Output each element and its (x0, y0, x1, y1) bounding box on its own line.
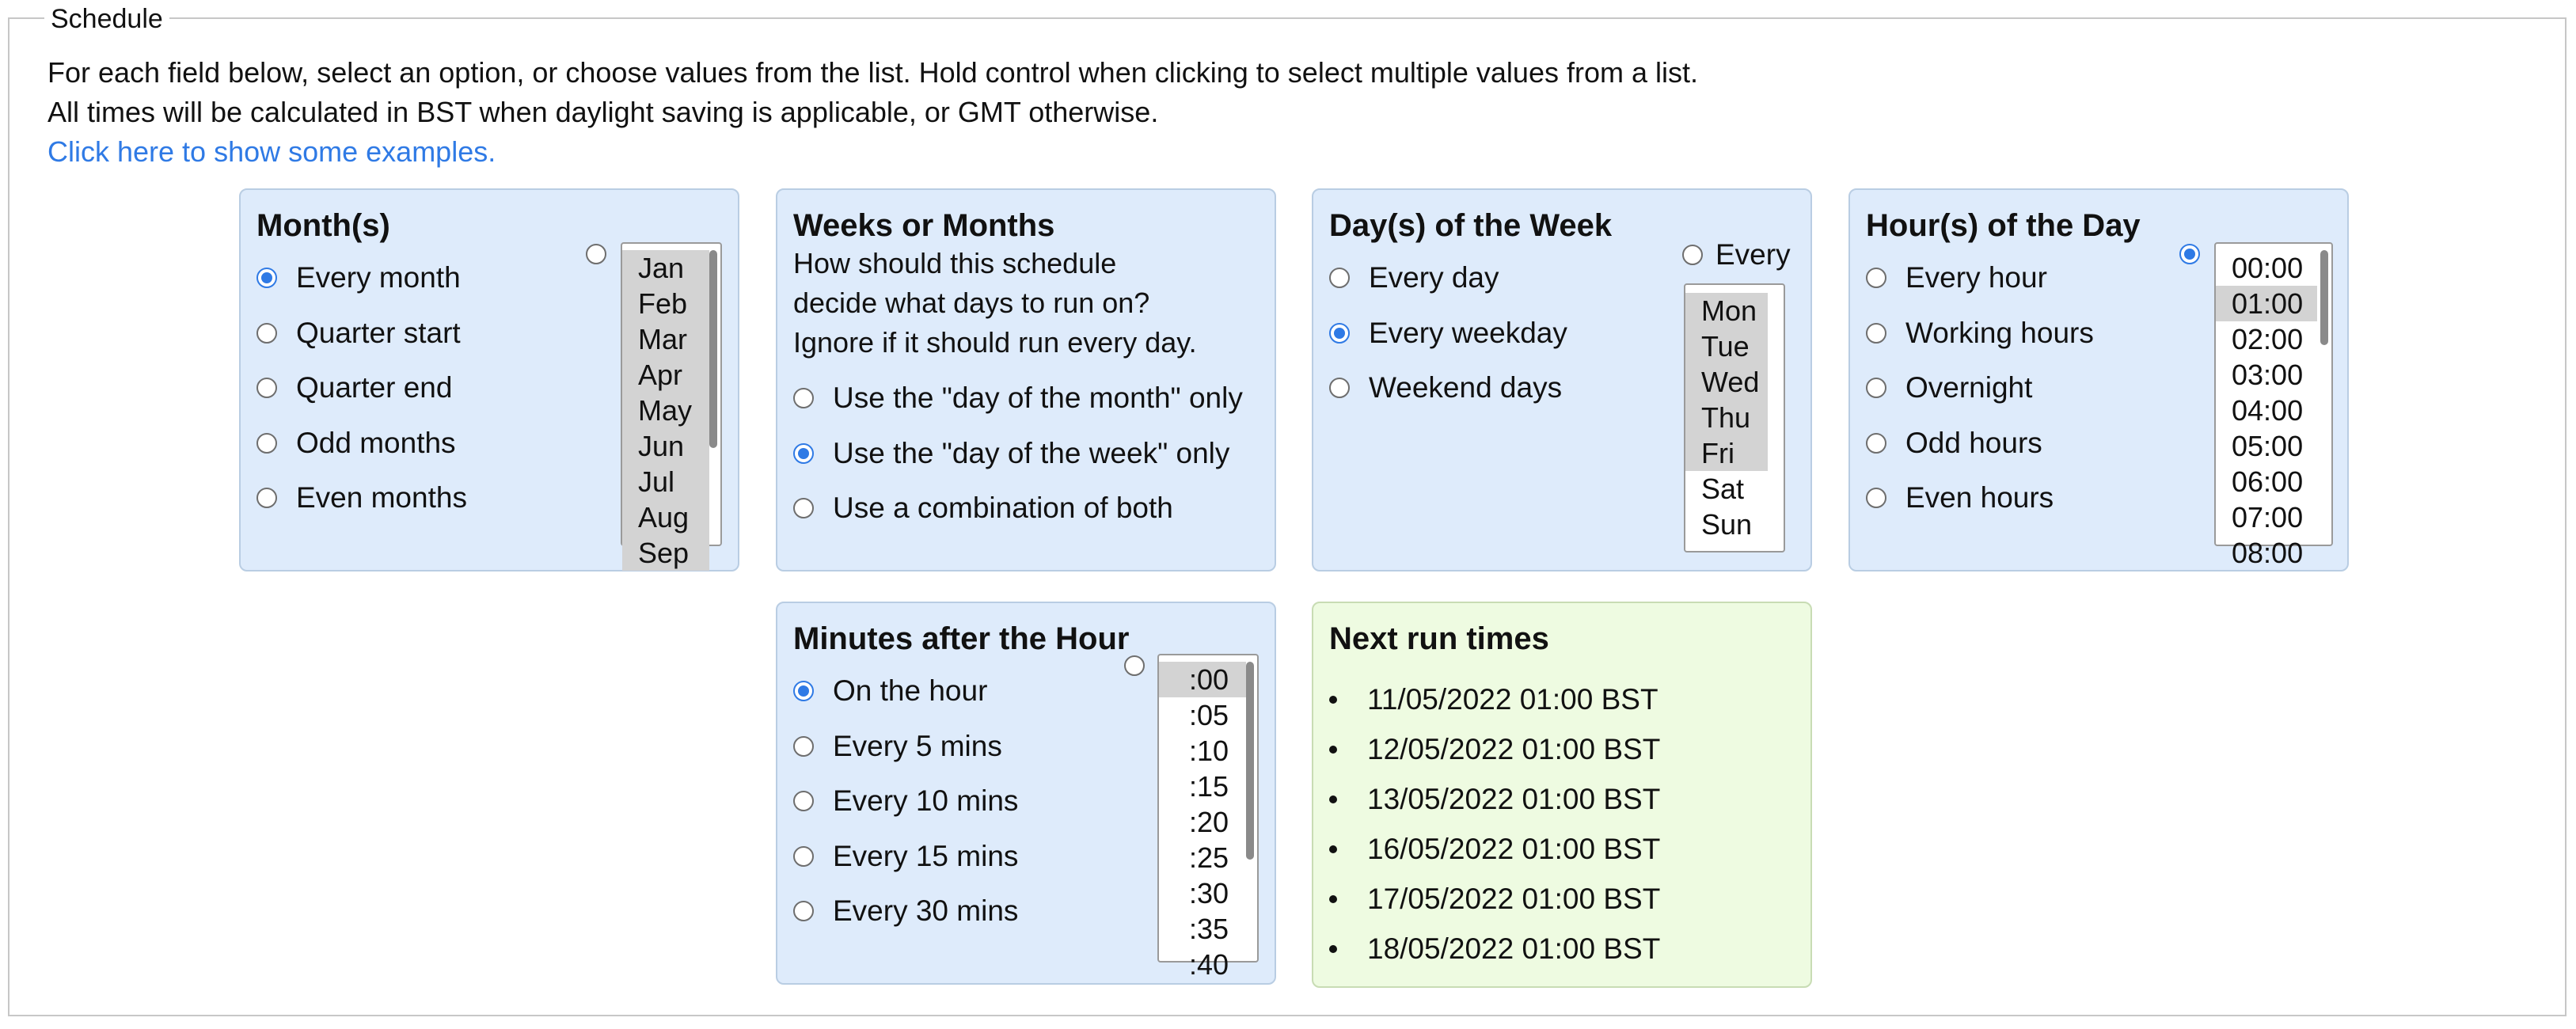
minute-list-item[interactable]: :05 (1188, 699, 1229, 731)
radio-day-of-week[interactable] (793, 443, 814, 464)
day-list-item[interactable]: Sat (1701, 473, 1745, 505)
minutes-panel (776, 602, 1276, 985)
minute-list-item[interactable]: :40 (1188, 948, 1229, 981)
minute-list-item[interactable]: :20 (1188, 806, 1229, 838)
radio-quarter-end[interactable] (256, 378, 277, 398)
radio-even-hours[interactable] (1866, 488, 1886, 508)
radio-every-5-mins[interactable] (793, 736, 814, 757)
day-option-every-day[interactable] (1329, 254, 1499, 302)
radio-every-15-mins[interactable] (793, 846, 814, 867)
minutes-title: Minutes after the Hour (793, 621, 1130, 656)
every-label: Every (1715, 238, 1791, 271)
radio-on-the-hour[interactable] (793, 681, 814, 701)
hour-list-item[interactable]: 00:00 (2232, 252, 2304, 284)
next-run-text: 17/05/2022 01:00 BST (1367, 882, 1661, 915)
next-run-item (1329, 874, 1660, 924)
bullet-icon (1329, 945, 1337, 953)
radio-hour-list[interactable] (2179, 244, 2200, 264)
radio-every-day[interactable] (1329, 268, 1350, 288)
minute-list-item[interactable]: :30 (1188, 877, 1229, 909)
radio-minute-list[interactable] (1124, 655, 1145, 676)
radio-every-30-mins[interactable] (793, 901, 814, 921)
radio-combination[interactable] (793, 498, 814, 518)
hour-list-item[interactable]: 01:00 (2216, 286, 2317, 321)
radio-day-of-month[interactable] (793, 388, 814, 408)
day-list-item[interactable]: Tue (1685, 328, 1768, 364)
day-list-item[interactable]: Sun (1701, 508, 1753, 541)
option-label: Odd hours (1905, 427, 2042, 459)
weeks-desc-line-3: Ignore if it should run every day. (793, 326, 1197, 359)
option-label: Even hours (1905, 481, 2054, 514)
weeks-option-day-of-month[interactable] (793, 374, 1243, 422)
days-of-week-title: Day(s) of the Week (1329, 208, 1613, 243)
months-panel (239, 188, 739, 571)
day-listbox[interactable] (1684, 283, 1785, 552)
weeks-desc-line-2: decide what days to run on? (793, 287, 1150, 319)
next-run-item (1329, 724, 1660, 774)
month-list-item[interactable]: Apr (622, 357, 709, 393)
hour-list-item[interactable]: 04:00 (2232, 394, 2304, 427)
option-label: Overnight (1905, 371, 2033, 404)
hour-list-scrollbar[interactable] (2320, 250, 2328, 345)
option-label: Use the "day of the week" only (833, 437, 1230, 469)
minute-list-item[interactable]: :00 (1159, 662, 1246, 697)
option-label: Weekend days (1369, 371, 1563, 404)
option-label: Use a combination of both (833, 492, 1173, 524)
option-label: Every day (1369, 261, 1499, 294)
weeks-desc-line-1: How should this schedule (793, 247, 1117, 279)
month-option-odd-months[interactable] (256, 420, 456, 467)
hour-list-item[interactable]: 05:00 (2232, 430, 2304, 462)
next-run-item (1329, 774, 1660, 824)
option-label: Use the "day of the month" only (833, 382, 1243, 414)
next-run-times-title: Next run times (1329, 621, 1549, 656)
show-examples-link[interactable]: Click here to show some examples. (47, 135, 496, 168)
option-label: Quarter end (296, 371, 453, 404)
radio-even-months[interactable] (256, 488, 277, 508)
day-list-item[interactable]: Mon (1685, 293, 1768, 328)
month-option-quarter-start[interactable] (256, 309, 461, 357)
weeks-option-day-of-week[interactable] (793, 430, 1229, 477)
radio-odd-hours[interactable] (1866, 433, 1886, 454)
hour-option-even-hours[interactable] (1866, 474, 2054, 522)
radio-quarter-start[interactable] (256, 323, 277, 344)
next-run-list (1329, 674, 1660, 974)
bullet-icon (1329, 795, 1337, 803)
hour-list-item[interactable]: 07:00 (2232, 501, 2304, 533)
bullet-icon (1329, 895, 1337, 903)
option-label: Even months (296, 481, 467, 514)
option-label: Quarter start (296, 317, 461, 349)
intro-line-1: For each field below, select an option, or choose values from the list. Hold control when clicking to select multiple values from a list. (47, 56, 1698, 89)
month-list-item[interactable]: Aug (622, 499, 709, 535)
intro-line-2: All times will be calculated in BST when daylight saving is applicable, or GMT otherwise. (47, 96, 1159, 128)
weeks-option-combination[interactable] (793, 484, 1173, 532)
day-option-weekend-days[interactable] (1329, 364, 1562, 412)
month-list-item[interactable]: Jul (622, 464, 709, 499)
radio-every-10-mins[interactable] (793, 791, 814, 811)
day-option-every-weekday[interactable] (1329, 309, 1567, 357)
bullet-icon (1329, 845, 1337, 853)
next-run-text: 18/05/2022 01:00 BST (1367, 932, 1661, 965)
radio-odd-months[interactable] (256, 433, 277, 454)
month-option-every-month[interactable] (256, 254, 461, 302)
hour-option-overnight[interactable] (1866, 364, 2032, 412)
hour-listbox[interactable] (2214, 242, 2333, 569)
weeks-or-months-panel (776, 188, 1276, 571)
next-run-times-panel (1312, 602, 1812, 988)
day-list-item[interactable]: Thu (1685, 400, 1768, 435)
next-run-text: 12/05/2022 01:00 BST (1367, 732, 1661, 765)
option-label: On the hour (833, 674, 988, 707)
next-run-text: 11/05/2022 01:00 BST (1367, 682, 1658, 716)
radio-month-list[interactable] (586, 244, 606, 264)
option-label: Every 30 mins (833, 894, 1019, 927)
option-label: Every 10 mins (833, 784, 1019, 817)
month-list-item[interactable]: Feb (622, 286, 709, 321)
schedule-legend: Schedule (44, 2, 169, 36)
option-label: Every weekday (1369, 317, 1567, 349)
month-option-even-months[interactable] (256, 474, 467, 522)
option-label: Working hours (1905, 317, 2094, 349)
minute-list-item[interactable]: :10 (1188, 735, 1229, 767)
month-listbox[interactable] (621, 242, 722, 569)
month-list-scrollbar[interactable] (709, 250, 717, 448)
hour-list-item[interactable]: 02:00 (2232, 323, 2304, 355)
option-label: Every hour (1905, 261, 2047, 294)
hours-title: Hour(s) of the Day (1866, 208, 2141, 243)
day-every-option[interactable] (1682, 239, 1791, 271)
hour-list-item[interactable]: 06:00 (2232, 465, 2304, 498)
minute-option-every-5[interactable] (793, 723, 1002, 770)
minute-option-every-10[interactable] (793, 777, 1018, 825)
hour-option-odd-hours[interactable] (1866, 420, 2042, 467)
option-label: Every 15 mins (833, 840, 1019, 872)
month-list-item[interactable]: Sep (622, 535, 709, 571)
next-run-text: 16/05/2022 01:00 BST (1367, 832, 1661, 865)
month-list-item[interactable]: Jan (622, 250, 709, 286)
bullet-icon (1329, 746, 1337, 754)
radio-every-hour[interactable] (1866, 268, 1886, 288)
day-list-item[interactable]: Fri (1685, 435, 1768, 471)
day-list-item[interactable]: Wed (1685, 364, 1768, 400)
hour-list-item[interactable]: 03:00 (2232, 359, 2304, 391)
month-list-item[interactable]: May (622, 393, 709, 428)
minute-list-scrollbar[interactable] (1246, 662, 1254, 860)
next-run-text: 13/05/2022 01:00 BST (1367, 782, 1661, 815)
radio-weekend-days[interactable] (1329, 378, 1350, 398)
weeks-or-months-title: Weeks or Months (793, 208, 1055, 243)
radio-working-hours[interactable] (1866, 323, 1886, 344)
next-run-item (1329, 924, 1660, 974)
hour-option-working-hours[interactable] (1866, 309, 2094, 357)
hour-option-every-hour[interactable] (1866, 254, 2047, 302)
minute-list-item[interactable]: :25 (1188, 841, 1229, 874)
minute-list-item[interactable]: :15 (1188, 770, 1229, 803)
bullet-icon (1329, 696, 1337, 704)
radio-every-month[interactable] (256, 268, 277, 288)
minute-option-on-the-hour[interactable] (793, 667, 987, 715)
radio-overnight[interactable] (1866, 378, 1886, 398)
minute-listbox[interactable] (1157, 654, 1259, 981)
option-label: Every month (296, 261, 461, 294)
hour-list-item[interactable]: 08:00 (2232, 537, 2304, 569)
hours-panel (1848, 188, 2349, 571)
minute-option-every-15[interactable] (793, 833, 1018, 880)
radio-day-list[interactable] (1682, 245, 1703, 265)
option-label: Odd months (296, 427, 456, 459)
next-run-item (1329, 674, 1660, 724)
month-list-item[interactable]: Jun (622, 428, 709, 464)
month-list-item[interactable]: Mar (622, 321, 709, 357)
minute-list-item[interactable]: :35 (1188, 913, 1229, 945)
next-run-item (1329, 824, 1660, 874)
days-of-week-panel (1312, 188, 1812, 571)
radio-every-weekday[interactable] (1329, 323, 1350, 344)
months-title: Month(s) (256, 208, 390, 243)
minute-option-every-30[interactable] (793, 887, 1018, 935)
month-option-quarter-end[interactable] (256, 364, 452, 412)
option-label: Every 5 mins (833, 730, 1002, 762)
